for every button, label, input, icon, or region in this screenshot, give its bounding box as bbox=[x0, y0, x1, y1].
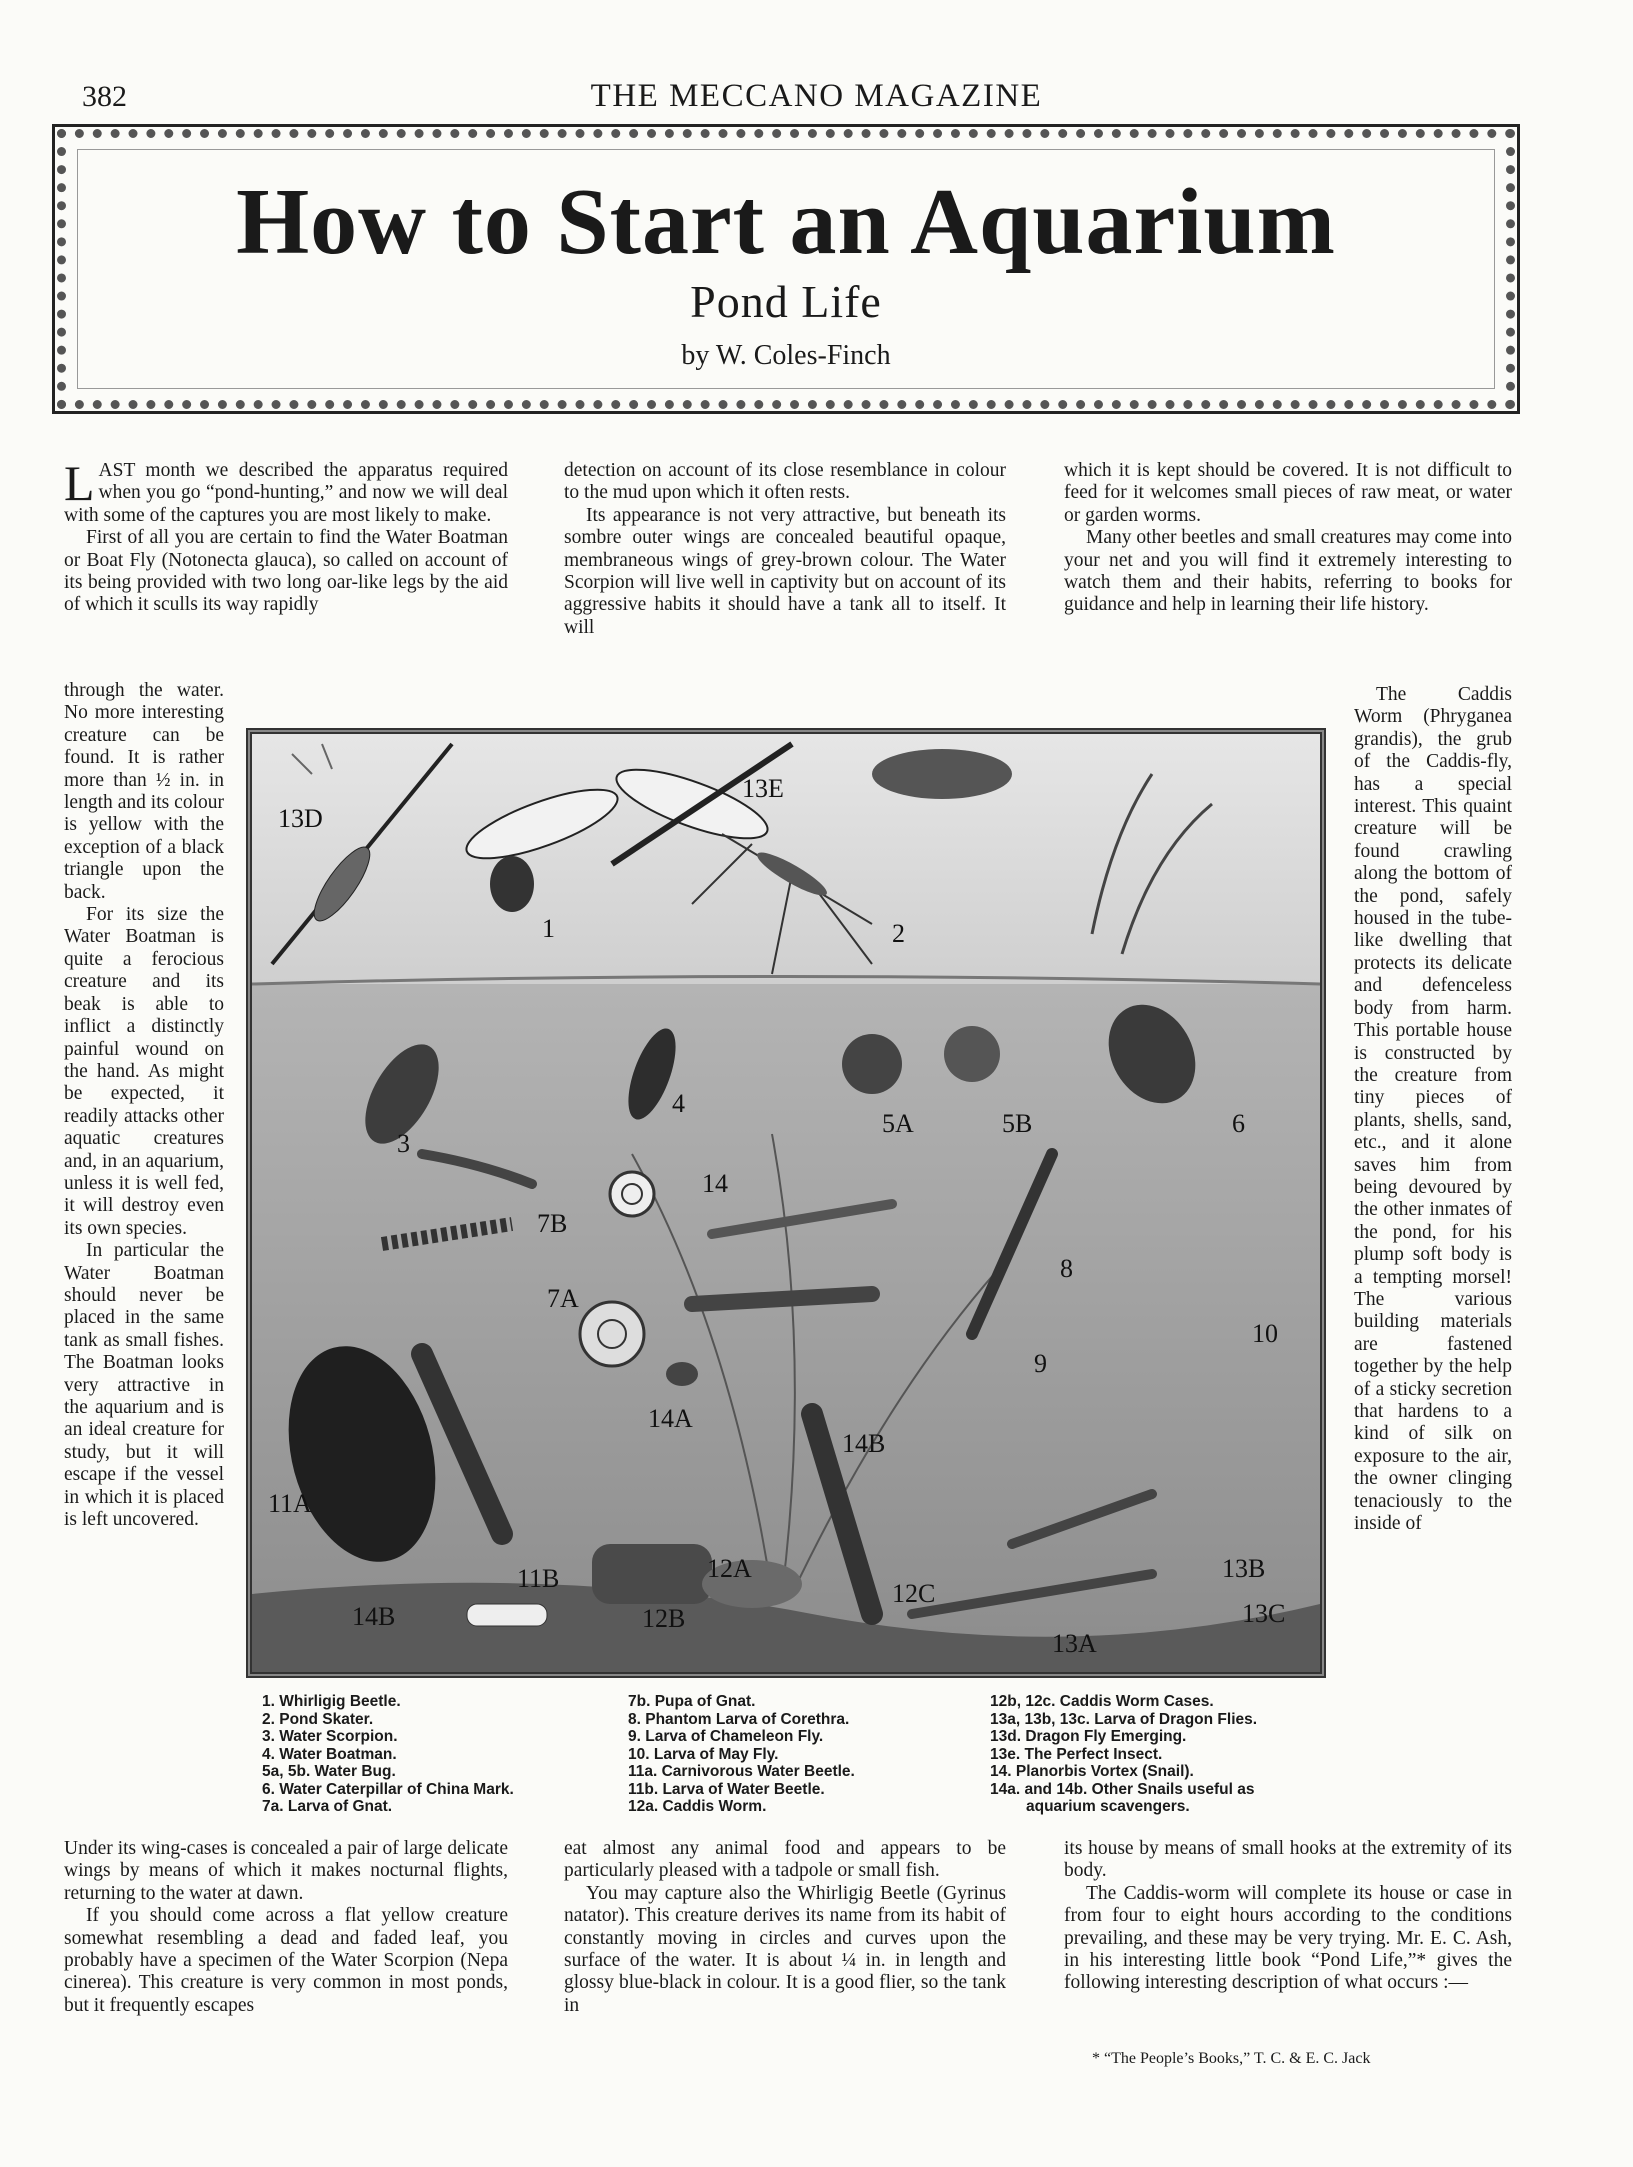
legend-item: 11b. Larva of Water Beetle. bbox=[628, 1780, 825, 1798]
page-number: 382 bbox=[82, 80, 127, 113]
plate-label: 12B bbox=[642, 1604, 686, 1633]
legend-item: 1. Whirligig Beetle. bbox=[262, 1693, 401, 1710]
column-1-top bbox=[64, 455, 508, 617]
paragraph: Many other beetles and small creatures may come into your net and you will find it extremely interesting to watch them and their habits, referring to books for guidance and help in learning their life history. bbox=[1064, 527, 1512, 616]
legend-item: 13e. The Perfect Insect. bbox=[990, 1745, 1163, 1763]
plate-label: 13C bbox=[1242, 1599, 1286, 1628]
column-2-bottom bbox=[564, 1838, 1006, 2017]
paragraph: Under its wing-cases is concealed a pair of large delicate wings by means of which it makes nocturnal flights, returning to the water at dawn. bbox=[64, 1838, 508, 1904]
article-title: How to Start an Aquarium bbox=[236, 170, 1336, 274]
plate-label: 10 bbox=[1252, 1319, 1278, 1348]
plate-label: 5B bbox=[1002, 1109, 1033, 1138]
plate-label: 7B bbox=[537, 1209, 568, 1238]
plate-label: 13A bbox=[1052, 1629, 1097, 1658]
plate-label: 6 bbox=[1232, 1109, 1245, 1138]
column-1-narrow bbox=[64, 680, 224, 1531]
column-1-bottom bbox=[64, 1838, 508, 2017]
legend-item: 5a, 5b. Water Bug. bbox=[262, 1763, 396, 1780]
paragraph: detection on account of its close resemblance in colour to the mud upon which it often rests. bbox=[564, 460, 1006, 504]
legend-column-1 bbox=[262, 1693, 514, 1816]
paragraph: For its size the Water Boatman is quite a ferocious creature and its beak is able to inflict a distinctly painful wound on the hand. As might be expected, it readily attacks other aquatic creatures and, in an aquarium, unless it is well fed, it will destroy even its own species. bbox=[64, 904, 224, 1239]
plate-label: 13E bbox=[742, 774, 784, 803]
legend-item: 4. Water Boatman. bbox=[262, 1745, 397, 1763]
legend-item: 13d. Dragon Fly Emerging. bbox=[990, 1728, 1187, 1745]
plate-label: 7A bbox=[547, 1284, 579, 1313]
plate-label: 12A bbox=[707, 1554, 752, 1583]
plate-label: 11A bbox=[268, 1489, 312, 1518]
plate-label: 4 bbox=[672, 1089, 685, 1118]
paragraph: AST month we described the apparatus required when you go “pond-hunting,” and now we will deal with some of the captures you are most likely to make. bbox=[64, 460, 508, 526]
pond-life-illustration bbox=[246, 728, 1326, 1678]
plate-label: 12C bbox=[892, 1579, 936, 1608]
column-3-narrow bbox=[1354, 684, 1512, 1535]
paragraph: through the water. No more interesting creature can be found. It is rather more than ½ in. in length and its colour is yellow with the exception of a black triangle upon the back. bbox=[64, 680, 224, 903]
legend-item: 8. Phantom Larva of Corethra. bbox=[628, 1710, 850, 1728]
plate-label: 14 bbox=[702, 1169, 728, 1198]
legend-item: 6. Water Caterpillar of China Mark. bbox=[262, 1780, 514, 1798]
column-3-top bbox=[1064, 460, 1512, 617]
paragraph: If you should come across a flat yellow creature somewhat resembling a dead and faded leaf, you probably have a specimen of the Water Scorpion (Nepa cinerea). This creature is very common in most ponds, but it frequently escapes bbox=[64, 1905, 508, 2016]
legend-item: 11a. Carnivorous Water Beetle. bbox=[628, 1763, 855, 1780]
legend-column-2 bbox=[628, 1693, 855, 1816]
plate-label: 13B bbox=[1222, 1554, 1266, 1583]
legend-item: 14. Planorbis Vortex (Snail). bbox=[990, 1763, 1194, 1780]
paragraph: You may capture also the Whirligig Beetle (Gyrinus natator). This creature derives its name from its habit of constantly moving in circles and curves upon the surface of the water. It is about ¼ in. in length and glossy blue-black in colour. It is a good flier, so the tank in bbox=[564, 1882, 1006, 2016]
legend-item: 14a. and 14b. Other Snails useful as bbox=[990, 1780, 1255, 1798]
footnote: * “The People’s Books,” T. C. & E. C. Jack bbox=[1092, 2050, 1371, 2067]
legend-item: 10. Larva of May Fly. bbox=[628, 1745, 779, 1763]
legend-item: 12b, 12c. Caddis Worm Cases. bbox=[990, 1693, 1214, 1710]
paragraph: The Caddis Worm (Phryganea grandis), the grub of the Caddis-fly, has a special interest. This quaint creature will be found crawling along the bottom of the pond, safely housed in the tube-like dwelling that protects its delicate and defenceless body from harm. This portable house is constructed by the creature from tiny pieces of plants, shells, sand, etc., and it alone saves him from being devoured by the other inmates of the pond, for his plump soft body is a tempting morsel! The various building materials are fastened together by the help of a sticky secretion that hardens to a kind of silk on exposure to the air, the owner clinging tenaciously to the inside of bbox=[1354, 684, 1512, 1535]
legend-item: 9. Larva of Chameleon Fly. bbox=[628, 1728, 824, 1745]
article-subtitle: Pond Life bbox=[690, 276, 882, 327]
magazine-title: THE MECCANO MAGAZINE bbox=[590, 78, 1043, 114]
plate-label: 8 bbox=[1060, 1254, 1073, 1283]
paragraph: In particular the Water Boatman should never be placed in the same tank as small fishes. The Boatman looks very attractive in the aquarium and is an ideal creature for study, but it will escape if the vessel in which it is placed is left uncovered. bbox=[64, 1240, 224, 1531]
column-2-top bbox=[564, 460, 1006, 639]
plate-label: 2 bbox=[892, 919, 905, 948]
paragraph: its house by means of small hooks at the extremity of its body. bbox=[1064, 1838, 1512, 1882]
column-3-bottom bbox=[1064, 1838, 1512, 1995]
legend-item: 7b. Pupa of Gnat. bbox=[628, 1693, 756, 1710]
legend-item: aquarium scavengers. bbox=[1026, 1798, 1190, 1815]
drop-cap: L bbox=[64, 455, 95, 511]
legend-item: 2. Pond Skater. bbox=[262, 1710, 374, 1728]
legend-item: 3. Water Scorpion. bbox=[262, 1728, 398, 1745]
legend-item: 13a, 13b, 13c. Larva of Dragon Flies. bbox=[990, 1710, 1258, 1728]
paragraph: which it is kept should be covered. It is not difficult to feed for it welcomes small pieces of raw meat, or water or garden worms. bbox=[1064, 460, 1512, 526]
plate-label: 3 bbox=[397, 1129, 410, 1158]
paragraph: Its appearance is not very attractive, but beneath its sombre outer wings are concealed beautiful opaque, membraneous wings of grey-brown colour. The Water Scorpion will live well in captivity but on account of its aggressive habits it should have a tank all to itself. It will bbox=[564, 504, 1006, 638]
plate-label: 14A bbox=[648, 1404, 693, 1433]
legend-column-3 bbox=[990, 1693, 1257, 1816]
legend-item: 12a. Caddis Worm. bbox=[628, 1798, 767, 1815]
paragraph: First of all you are certain to find the Water Boatman or Boat Fly (Notonecta glauca), so called on account of its being provided with two long oar-like legs by the aid of which it sculls its way rapidly bbox=[64, 527, 508, 616]
plate-label: 14B bbox=[842, 1429, 886, 1458]
plate-label: 9 bbox=[1034, 1349, 1047, 1378]
plate-label: 14B bbox=[352, 1602, 396, 1631]
article-byline: by W. Coles-Finch bbox=[681, 340, 891, 371]
paragraph: The Caddis-worm will complete its house or case in from four to eight hours according to the conditions prevailing, and these may be very trying. Mr. E. C. Ash, in his interesting little book “Pond Life,”* gives the following interesting description of what occurs :— bbox=[1064, 1882, 1512, 1994]
paragraph: eat almost any animal food and appears to be particularly pleased with a tadpole or small fish. bbox=[564, 1838, 1006, 1882]
plate-label: 13D bbox=[278, 804, 323, 833]
plate-label: 1 bbox=[542, 914, 555, 943]
legend-item: 7a. Larva of Gnat. bbox=[262, 1798, 393, 1815]
pond-illustration-drawing bbox=[252, 734, 1320, 1672]
plate-label: 5A bbox=[882, 1109, 914, 1138]
plate-label: 11B bbox=[517, 1564, 560, 1593]
